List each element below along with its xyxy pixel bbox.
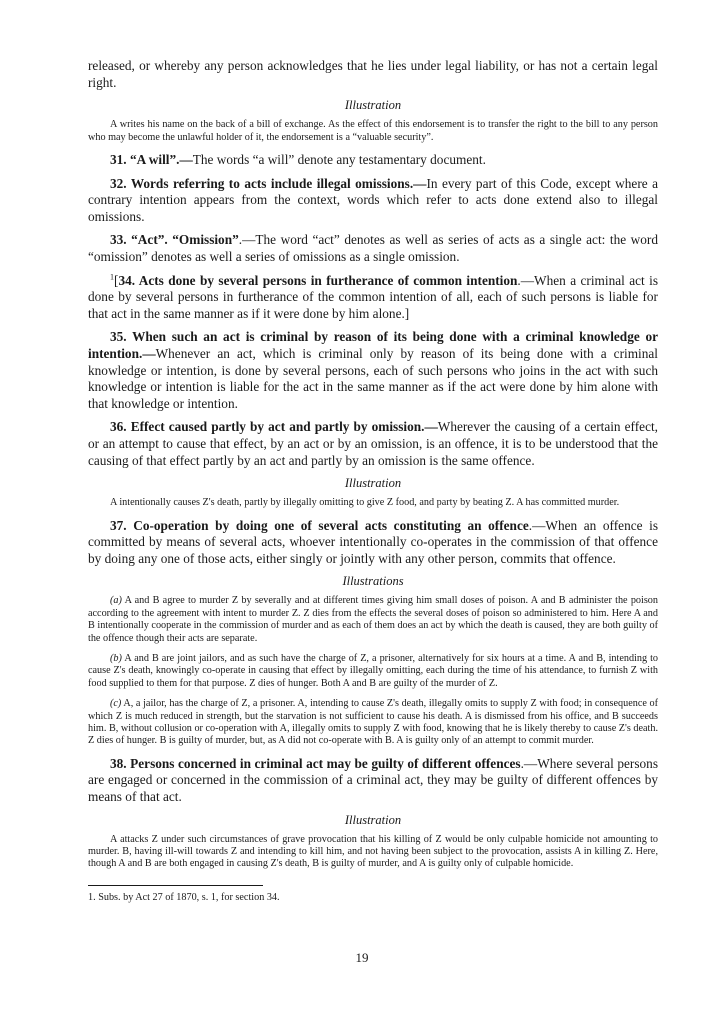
footnote-marker: 1 xyxy=(110,272,114,282)
illustration-text: A writes his name on the back of a bill of exchange. As the effect of this endorsement is to transfer the right to the bill to any person who may become the unlawful holder of it, the endorsement is a “valuable security”. xyxy=(88,119,658,143)
page-number: 19 xyxy=(355,950,369,965)
section-text: Whenever an act, which is criminal only by reason of its being done with a criminal knowledge or intention, is done by several persons, each of such persons who joins in the act with such knowledge or intention is liable for the act in the same manner as if the act were done by him alone with that knowledge or intention. xyxy=(88,345,658,411)
section-heading: 34. Acts done by several persons in furtherance of common intention xyxy=(118,272,518,288)
section-heading: 36. Effect caused partly by act and partly by omission xyxy=(110,419,422,435)
illustration-item-text: A and B agree to murder Z by severally and at different times giving him small doses of poison. A and B administer the poison according to the agreement with intent to murder Z. Z dies from the effects the several doses of poison so administered to him. Here A and B intentionally cooperate in the commission of murder and as each of them does an act by which the death is caused, they are both guilty of the offence though their acts are separate. xyxy=(88,595,658,644)
section-37 xyxy=(88,518,658,568)
section-dash: .— xyxy=(238,232,256,248)
section-36 xyxy=(88,419,658,469)
intro-text: released, or whereby any person acknowledges that he lies under legal liability, or has not a certain legal right. xyxy=(88,58,658,90)
footnote: 1. Subs. by Act 27 of 1870, s. 1, for section 34. xyxy=(88,891,280,903)
illustrations-title: Illustrations xyxy=(342,574,404,589)
section-heading: 37. Co-operation by doing one of several acts constituting an offence xyxy=(110,517,529,533)
section-31 xyxy=(88,152,658,169)
section-text: When an offence is committed by means of several acts, whoever intentionally co-operates in the commission of that offence by doing any one of those acts, either singly or jointly with any other person, commits that offence. xyxy=(88,517,658,566)
illustration-text: A intentionally causes Z's death, partly by illegally omitting to give Z food, and party by beating Z. A has committed murder. xyxy=(110,497,620,509)
section-heading: 35. When such an act is criminal by reason of its being done with a criminal knowledge or intention. xyxy=(88,329,658,361)
section-dash: — xyxy=(179,152,193,167)
section-heading: 38. Persons concerned in criminal act may be guilty of different offences xyxy=(110,755,521,771)
section-35 xyxy=(88,329,658,412)
section-heading: 33. “Act”. “Omission” xyxy=(110,232,239,248)
section-dash: .— xyxy=(421,419,438,435)
section-text: The word “act” denotes as well as series of acts as a single act: the word “omission” denotes as well a series of omissions as a single omission. xyxy=(88,232,659,264)
section-34 xyxy=(88,273,658,323)
illustration-item xyxy=(88,653,658,690)
section-text: The words “a will” denote any testamentary document. xyxy=(192,152,486,167)
illustration-title: Illustration xyxy=(344,98,402,113)
section-dash: .— xyxy=(528,517,546,533)
illustration-item-text: A and B are joint jailors, and as such have the charge of Z, a prisoner, alternatively for six hours at a time. A and B, intending to cause Z's death, knowingly co-operate in causing that effect by illegally omitting, each during the time of his attendance, to furnish Z with food supplied to them for that purpose. Z dies of hunger. Both A and B are guilty of the murder of Z. xyxy=(88,652,659,689)
illustration-tag: (a) xyxy=(110,595,122,607)
section-text: In every part of this Code, except where a contrary intention appears from the context, words which refer to acts done extend also to illegal omissions. xyxy=(88,175,658,224)
section-text: When a criminal act is done by several persons in furtherance of the common intention of all, each of such persons is liable for that act in the same manner as if it were done by him alone.] xyxy=(88,272,658,321)
illustration-text: A attacks Z under such circumstances of grave provocation that his killing of Z would be only culpable homicide not amounting to murder. B, having ill-will towards Z and intending to kill him, and not having been subject to the provocation, assists A in killing Z. Here, though A and B are both engaged in causing Z's death, B is guilty of murder, and A is guilty only of culpable homicide. xyxy=(88,833,658,870)
footnote-divider xyxy=(88,885,263,886)
section-text: Where several persons are engaged or concerned in the commission of a criminal act, they may be guilty of different offences by means of that act. xyxy=(88,755,658,804)
illustration-item xyxy=(88,698,658,748)
section-dash: — xyxy=(142,345,156,361)
section-32 xyxy=(88,176,658,226)
section-38 xyxy=(88,756,658,806)
illustration-title: Illustration xyxy=(344,812,402,827)
document-page xyxy=(88,58,658,904)
section-heading: 31. “A will”. xyxy=(110,152,180,167)
illustration-title: Illustration xyxy=(344,476,402,491)
illustration-item xyxy=(88,595,658,645)
section-dash: .— xyxy=(520,755,538,771)
section-text: Wherever the causing of a certain effect, or an attempt to cause that effect, by an act or by an omission, is an offence, it is to be understood that the causing of that effect partly by an act and partly by an omission is the same offence. xyxy=(88,419,658,468)
illustration-item-text: A, a jailor, has the charge of Z, a prisoner. A, intending to cause Z's death, illegally omits to supply Z with food; in consequence of which Z is much reduced in strength, but the starvation is not sufficient to cause his death. A is dismissed from his office, and B succeeds him. B, without collusion or co-operation with A, illegally omits to supply Z with food, knowing that he is likely thereby to cause Z's death. Z dies of hunger. B is guilty of murder, but, as A did not co-operate with B. A is guilty only of an attempt to commit murder. xyxy=(88,698,658,747)
section-bracket: [ xyxy=(114,272,119,288)
illustration-tag: (c) xyxy=(110,698,122,710)
section-dash: .— xyxy=(517,272,535,288)
section-heading: 32. Words referring to acts include illegal omissions xyxy=(110,175,410,191)
section-dash: .— xyxy=(409,175,427,191)
section-33 xyxy=(88,232,658,265)
intro-paragraph xyxy=(88,58,658,91)
illustration-tag: (b) xyxy=(110,652,122,664)
